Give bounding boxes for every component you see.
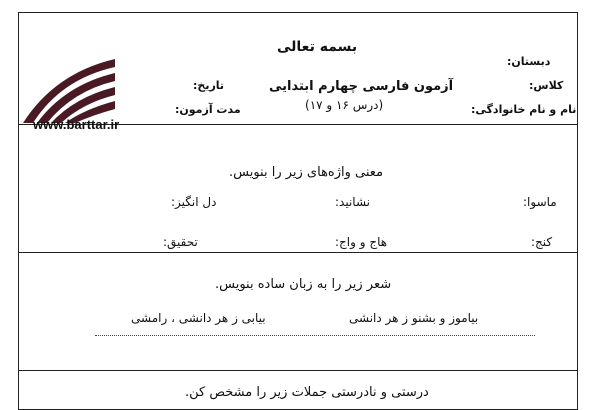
date-label: تاریخ: [193, 79, 225, 92]
word-item: ماسوا: [523, 195, 557, 209]
answer-line [95, 335, 535, 336]
word-item: تحقیق: [163, 235, 198, 249]
section2-title: شعر زیر را به زبان ساده بنویس. [215, 277, 392, 292]
exam-sheet [18, 12, 578, 410]
section-word-meanings [19, 125, 577, 253]
basmala: بسمه تعالی [277, 39, 358, 55]
exam-title: آزمون فارسی چهارم ابتدایی [269, 79, 454, 94]
duration-label: مدت آزمون: [175, 103, 241, 116]
name-label: نام و نام خانوادگی: [471, 103, 577, 116]
class-label: کلاس: [529, 79, 564, 92]
section-poem [19, 253, 577, 371]
word-item: کنج: [531, 235, 553, 249]
school-label: دبستان: [507, 55, 551, 68]
verse-right: بیاموز و بشنو ز هر دانشی [349, 311, 479, 325]
section3-title: درستی و نادرستی جملات زیر را مشخص کن. [185, 385, 429, 400]
lesson-range: (درس ۱۶ و ۱۷) [305, 98, 384, 112]
section1-title: معنی واژه‌های زیر را بنویس. [229, 165, 384, 180]
logo-website: www.barttar.ir [33, 117, 120, 132]
word-item: هاج و واج: [335, 235, 388, 249]
word-item: دل انگیز: [171, 195, 217, 209]
word-item: نشانید: [335, 195, 371, 209]
verse-left: بیابی ز هر دانشی ، رامشی [131, 311, 266, 325]
